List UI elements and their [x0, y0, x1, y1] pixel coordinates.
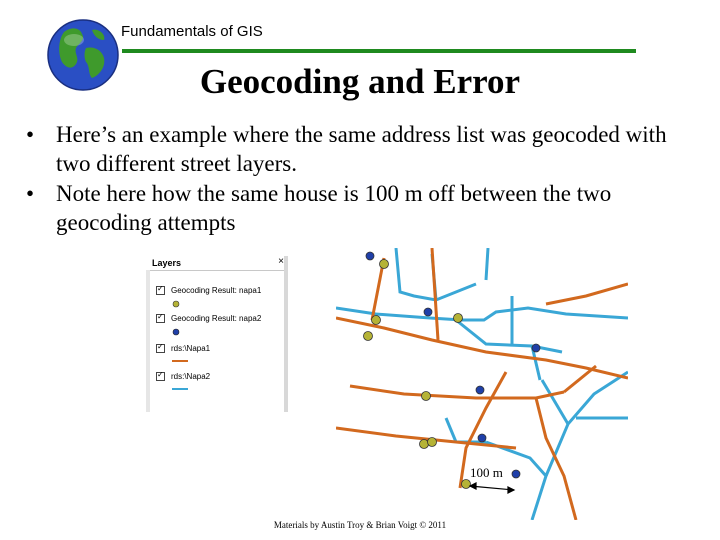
geocoded-point — [454, 314, 463, 323]
geocoded-point — [380, 260, 389, 269]
blue-point-symbol-icon — [172, 328, 180, 336]
geocoded-point — [420, 440, 429, 449]
slide-title: Geocoding and Error — [199, 62, 521, 101]
layer-label: rds:\Napa2 — [171, 372, 211, 381]
header-rule — [122, 49, 636, 53]
geocoded-point — [422, 392, 431, 401]
geocoded-point — [424, 308, 432, 316]
geocoded-point — [512, 470, 520, 478]
layer-item[interactable] — [156, 286, 261, 295]
layer-checkbox[interactable] — [156, 372, 165, 381]
bullet-list — [26, 120, 706, 238]
bullet-text: Note here how the same house is 100 m off between the two geocoding attempts — [56, 181, 612, 235]
geocoded-point — [532, 344, 540, 352]
layers-panel-header — [146, 256, 288, 271]
layer-item[interactable] — [156, 344, 210, 353]
geocoded-point — [372, 316, 381, 325]
geocoded-point — [364, 332, 373, 341]
layers-panel — [146, 256, 288, 412]
layer-label: Geocoding Result: napa2 — [171, 314, 262, 323]
orange-line-symbol-icon — [172, 359, 188, 363]
layer-checkbox[interactable] — [156, 344, 165, 353]
geocoded-point — [478, 434, 486, 442]
olive-point-symbol-icon — [172, 300, 180, 308]
panel-edge — [146, 270, 150, 412]
bullet-marker: • — [26, 122, 35, 147]
geocoded-point — [428, 438, 437, 447]
geocoded-point — [476, 386, 484, 394]
layer-checkbox[interactable] — [156, 286, 165, 295]
bullet-item — [26, 179, 706, 237]
scrollbar[interactable] — [284, 256, 288, 412]
layer-label: Geocoding Result: napa1 — [171, 286, 262, 295]
footer-credit: Materials by Austin Troy & Brian Voigt © 2011 — [273, 520, 447, 530]
bullet-item — [26, 120, 706, 178]
layer-item[interactable] — [156, 314, 261, 323]
course-title: Fundamentals of GIS — [121, 23, 263, 40]
close-icon[interactable]: × — [278, 256, 284, 267]
scale-arrow — [470, 483, 514, 493]
bullet-text: Here’s an example where the same address list was geocoded with two different street layers. — [56, 122, 667, 176]
blue-line-symbol-icon — [172, 387, 188, 391]
layers-panel-title: Layers — [152, 258, 182, 268]
layer-item[interactable] — [156, 372, 210, 381]
layer-label: rds:\Napa1 — [171, 344, 211, 353]
scale-label: 100 m — [470, 465, 503, 480]
layer-checkbox[interactable] — [156, 314, 165, 323]
geocoded-point — [366, 252, 374, 260]
bullet-marker: • — [26, 181, 35, 206]
